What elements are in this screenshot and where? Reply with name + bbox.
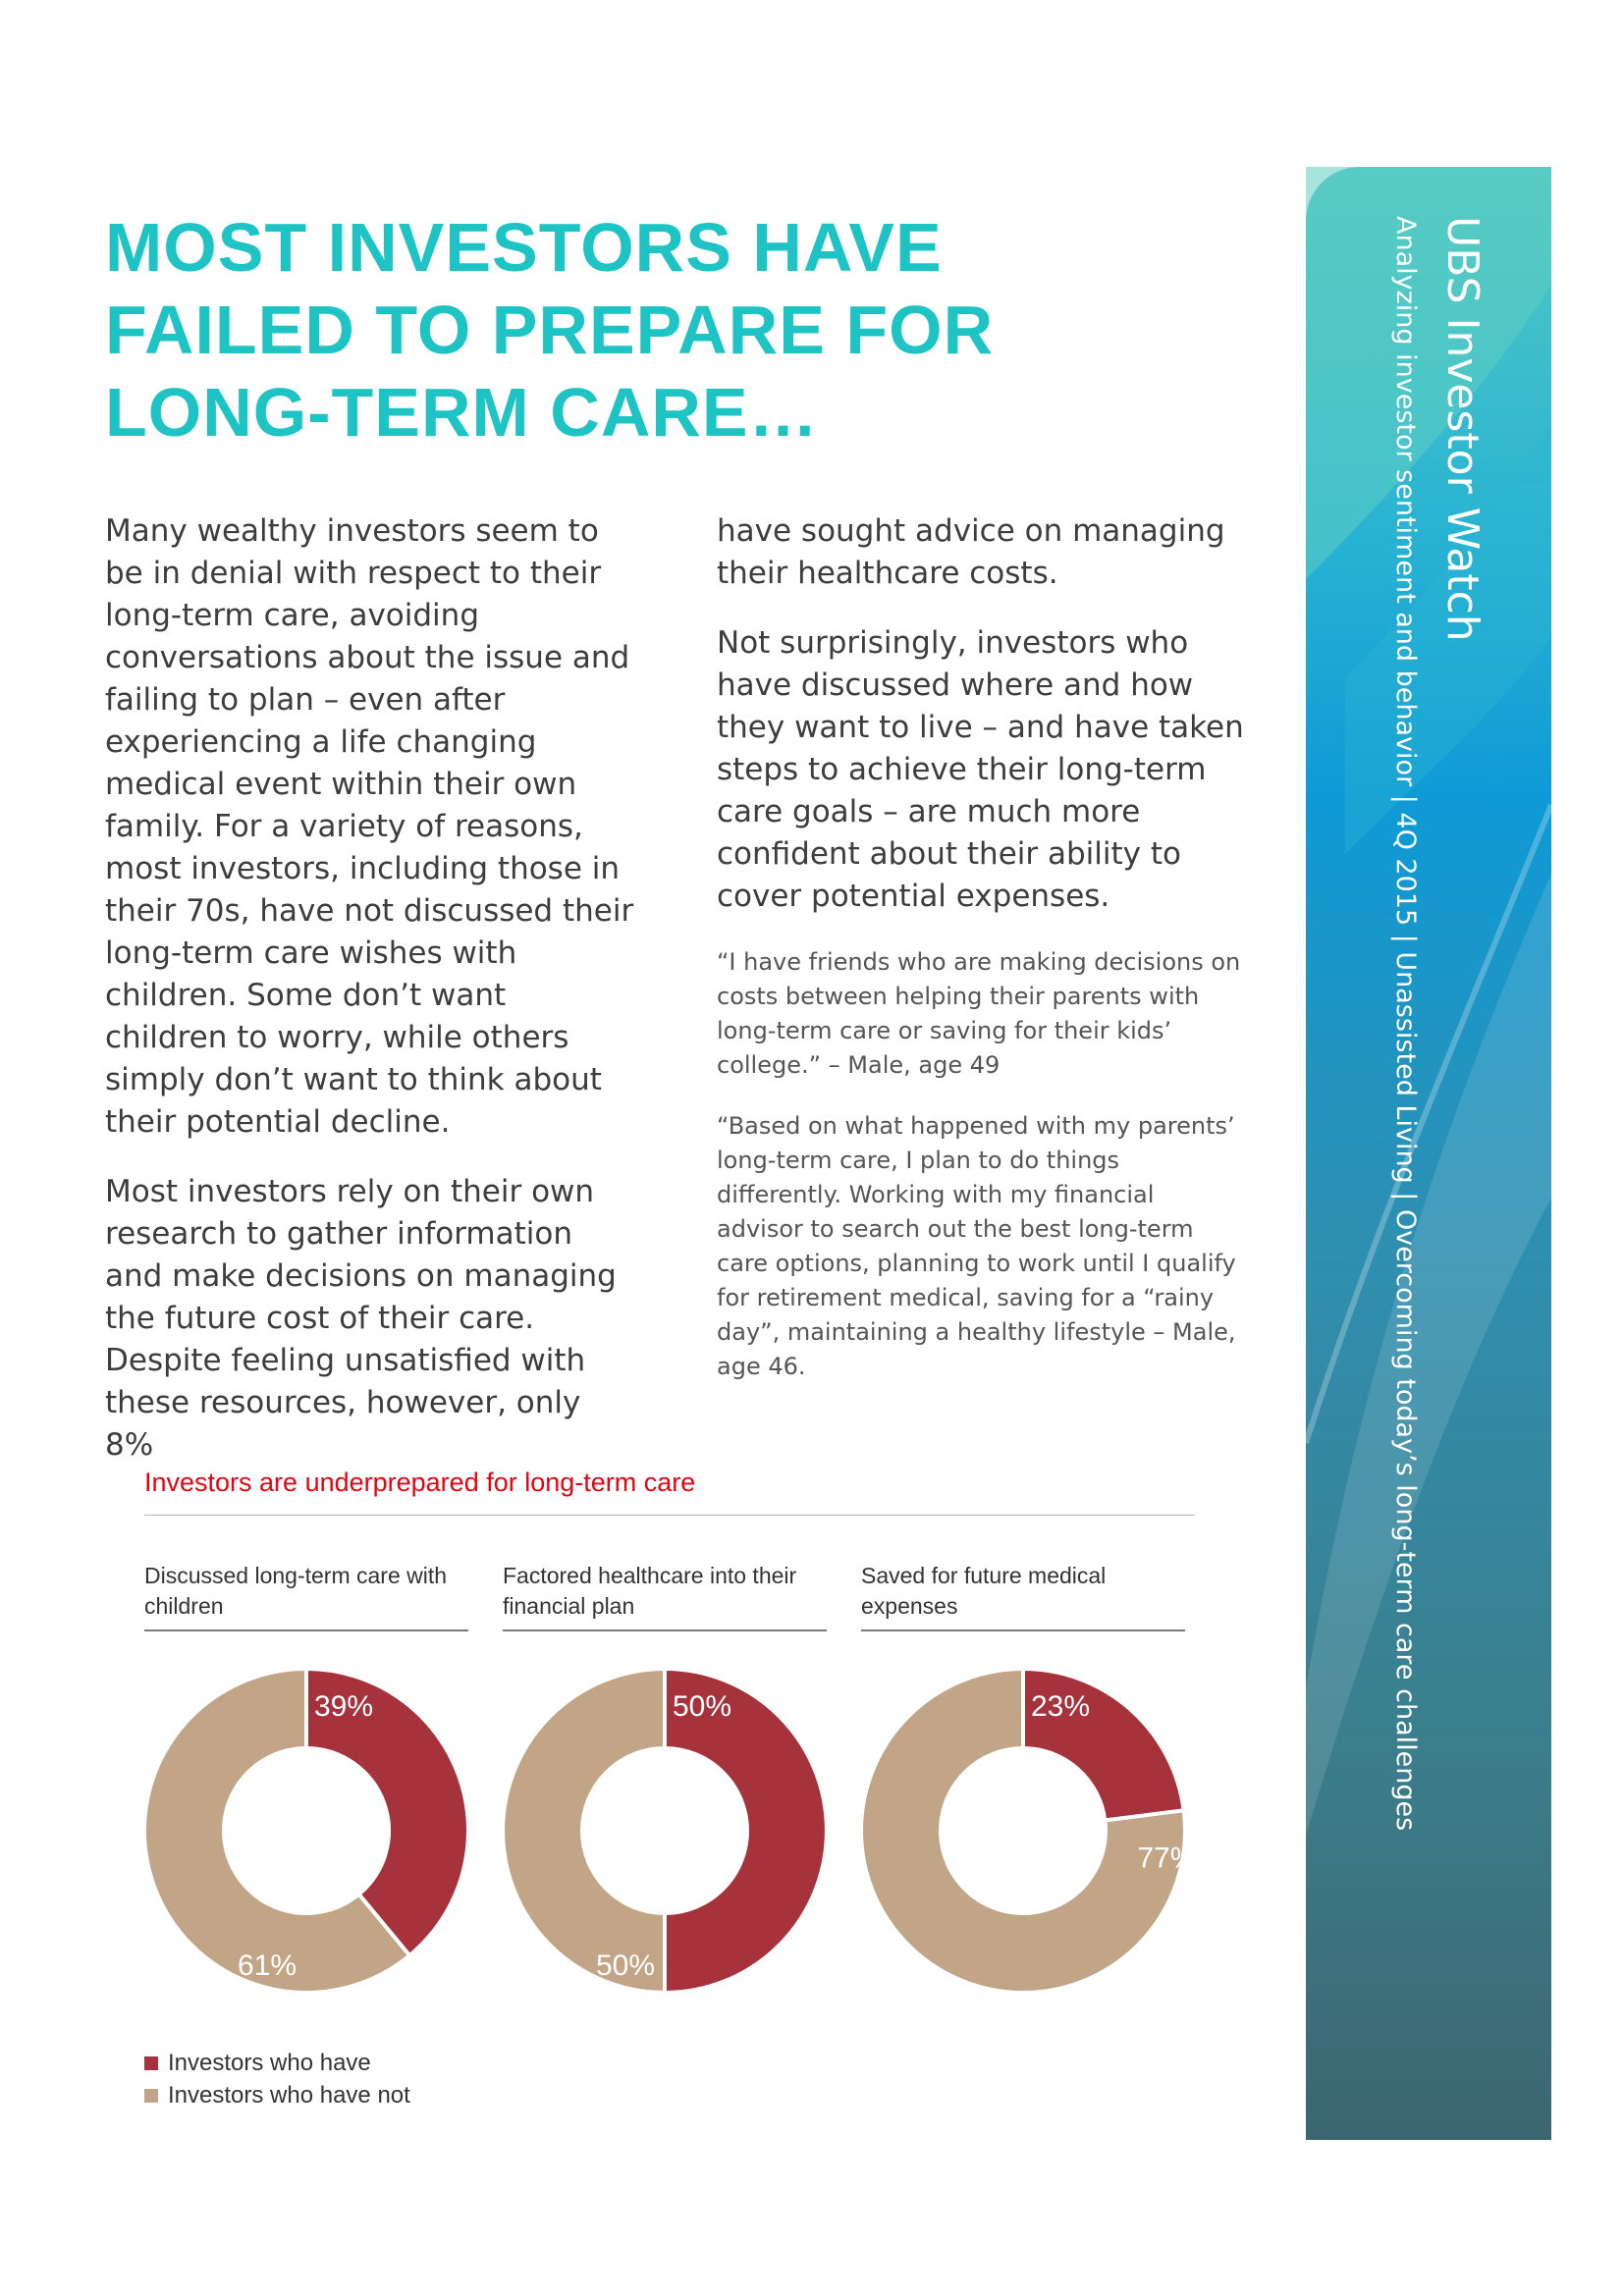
report-sidebar (1306, 167, 1551, 2140)
sidebar-title: UBS Investor Watch (1437, 216, 1488, 642)
sidebar-wave-decoration (1306, 167, 1551, 2140)
data-label-have-not: 50% (596, 1949, 656, 1982)
chart-panel-discussed (144, 1561, 468, 1982)
data-label-have: 39% (314, 1690, 374, 1723)
body-paragraph: Many wealthy investors seem to be in denial with respect to their long-term care, avoiding conversations about the issue and failing to plan – even after experiencing a life changing medical event within their own family. For a variety of reasons, most investors, including those in their 70s, have not discussed their long-term care wishes with children. Some don’t want children to worry, while others simply don’t want to think about their potential decline. (105, 513, 634, 1140)
investor-quote: “Based on what happened with my parents’ long-term care, I plan to do things differently. Working with my financial advisor to search out the best long-term care options, planning to work until I qualify for retirement medical, saving for a “rainy day”, maintaining a healthy lifestyle – Male, age 46. (717, 1112, 1236, 1380)
donut-chart (503, 1669, 827, 1993)
data-label-have-not: 61% (238, 1949, 298, 1982)
legend-swatch-have (144, 2056, 158, 2070)
page-title: MOST INVESTORS HAVE FAILED TO PREPARE FOR LONG-TERM CARE… (105, 209, 995, 451)
panel-label: Discussed long-term care with children (144, 1561, 468, 1631)
donut-slice-have-not (503, 1669, 665, 1993)
data-label-have: 50% (673, 1690, 732, 1723)
chart-legend (144, 2047, 410, 2111)
body-paragraph: Not surprisingly, investors who have discussed where and how they want to live – and have taken steps to achieve their long-term care goals – are much more confident about their ability to cover potential expenses. (717, 625, 1244, 914)
donut-chart-section (144, 1468, 1195, 2135)
chart-panel-factored (503, 1561, 827, 1982)
legend-label: Investors who have not (168, 2081, 410, 2109)
panel-label: Factored healthcare into their financial plan (503, 1561, 827, 1631)
chart-panel-saved (861, 1561, 1197, 1875)
right-column (717, 510, 1247, 1411)
data-label-have-not: 77% (1137, 1842, 1197, 1875)
data-label-have: 23% (1031, 1690, 1091, 1723)
chart-title: Investors are underprepared for long-term care (144, 1468, 696, 1497)
legend-item-have (144, 2047, 410, 2079)
chart-title-divider (144, 1515, 1195, 1516)
investor-quote: “I have friends who are making decisions on costs between helping their parents with long-term care or saving for their kids’ college.” – Male, age 49 (717, 948, 1241, 1079)
body-paragraph: Most investors rely on their own research to gather information and make decisions on managing the future cost of their care. Despite feeling unsatisfied with these resources, however, only 8% (105, 1174, 617, 1463)
left-column (105, 510, 635, 1494)
donut-chart (861, 1669, 1197, 1993)
legend-label: Investors who have (168, 2049, 371, 2076)
sidebar-subtitle: Analyzing investor sentiment and behavior | 4Q 2015 | Unassisted Living | Overcoming today’s long-term care challenges (1390, 216, 1421, 1832)
legend-swatch-have-not (144, 2089, 158, 2103)
donut-chart (144, 1669, 468, 1993)
body-paragraph: have sought advice on managing their healthcare costs. (717, 513, 1225, 591)
legend-item-have-not (144, 2079, 410, 2111)
panel-label: Saved for future medical expenses (861, 1561, 1185, 1631)
